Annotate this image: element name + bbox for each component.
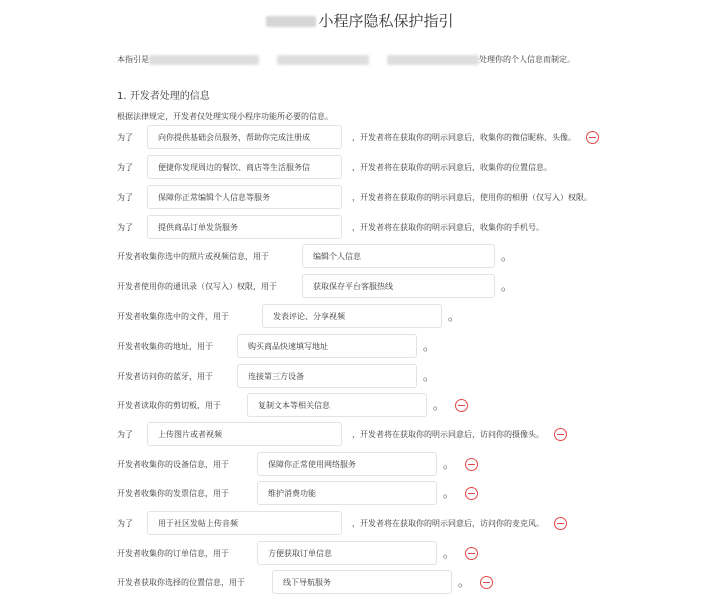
row-suffix: ，开发者将在获取你的明示同意后，访问你的摄像头。 [352,429,544,439]
purpose-row [117,364,435,388]
row-prefix: 为了 [117,222,133,232]
row-prefix: 开发者获取你选择的位置信息，用于 [117,577,245,587]
row-suffix: 。 [433,398,446,412]
purpose-row [117,334,435,358]
row-prefix: 开发者收集你的订单信息，用于 [117,548,229,558]
remove-row-icon[interactable] [586,131,599,144]
row-prefix: 为了 [117,429,133,439]
redacted-text [277,55,369,65]
row-suffix: ，开发者将在获取你的明示同意后，收集你的手机号。 [352,222,544,232]
purpose-input[interactable]: 保障你正常编辑个人信息等服务 [147,185,342,209]
page-title-text: 小程序隐私保护指引 [318,12,454,30]
purpose-input[interactable]: 维护消费功能 [257,481,437,505]
purpose-input[interactable]: 便捷你发现周边的餐饮、商店等生活服务信 [147,155,342,179]
row-prefix: 为了 [117,192,133,202]
purpose-input[interactable]: 保障你正常使用网络服务 [257,452,437,476]
redacted-text [149,55,259,65]
row-suffix: ，开发者将在获取你的明示同意后，收集你的位置信息。 [352,162,552,172]
intro-prefix: 本指引是 [117,55,149,64]
redacted-app-name [266,16,316,27]
remove-row-icon[interactable] [465,487,478,500]
row-prefix: 开发者收集你选中的照片或视频信息，用于 [117,251,269,261]
purpose-row [117,570,493,594]
purpose-input[interactable]: 编辑个人信息 [302,244,495,268]
row-suffix: ，开发者将在获取你的明示同意后，访问你的麦克风。 [352,518,544,528]
purpose-row [117,125,599,149]
row-suffix: ，开发者将在获取你的明示同意后，使用你的相册（仅写入）权限。 [352,192,592,202]
purpose-input[interactable]: 用于社区发帖上传音频 [147,511,342,535]
purpose-input[interactable]: 连接第三方设备 [237,364,417,388]
row-suffix: 。 [448,309,461,323]
purpose-row [117,274,513,298]
purpose-row [117,304,460,328]
section-heading: 1. 开发者处理的信息 [117,91,210,102]
minus-icon [458,405,465,406]
section-description: 根据法律规定，开发者仅处理实现小程序功能所必要的信息。 [117,112,333,121]
row-suffix: 。 [443,486,456,500]
purpose-input[interactable]: 方便获取订单信息 [257,541,437,565]
row-suffix: 。 [443,457,456,471]
purpose-row [117,481,478,505]
minus-icon [468,553,475,554]
purpose-row [117,215,544,239]
purpose-row [117,422,567,446]
row-prefix: 开发者收集你的地址，用于 [117,341,213,351]
remove-row-icon[interactable] [465,547,478,560]
minus-icon [483,582,490,583]
row-suffix: ，开发者将在获取你的明示同意后，收集你的微信昵称、头像。 [352,132,576,142]
purpose-input[interactable]: 提供商品订单发货服务 [147,215,342,239]
purpose-row [117,185,592,209]
remove-row-icon[interactable] [455,399,468,412]
remove-row-icon[interactable] [465,458,478,471]
minus-icon [589,137,596,138]
minus-icon [557,523,564,524]
purpose-row [117,541,478,565]
row-prefix: 为了 [117,518,133,528]
minus-icon [468,464,475,465]
intro-text [117,54,575,65]
intro-suffix: 处理你的个人信息而制定。 [479,55,575,64]
row-prefix: 为了 [117,162,133,172]
purpose-row [117,393,468,417]
page-title [0,10,720,31]
row-suffix: 。 [423,339,436,353]
row-prefix: 开发者收集你的发票信息，用于 [117,488,229,498]
purpose-input[interactable]: 发表评论、分享视频 [262,304,442,328]
purpose-input[interactable]: 向你提供基础会员服务，帮助你完成注册成 [147,125,342,149]
row-suffix: 。 [501,249,514,263]
row-prefix: 开发者使用你的通讯录（仅写入）权限，用于 [117,281,277,291]
remove-row-icon[interactable] [480,576,493,589]
minus-icon [468,493,475,494]
purpose-input[interactable]: 购买商品快速填写地址 [237,334,417,358]
row-prefix: 开发者访问你的蓝牙，用于 [117,371,213,381]
row-suffix: 。 [443,546,456,560]
redacted-text [387,55,479,65]
purpose-input[interactable]: 线下导航服务 [272,570,452,594]
row-prefix: 为了 [117,132,133,142]
purpose-row [117,452,478,476]
purpose-input[interactable]: 复制文本等相关信息 [247,393,427,417]
row-prefix: 开发者收集你选中的文件，用于 [117,311,229,321]
purpose-input[interactable]: 获取保存平台客服热线 [302,274,495,298]
purpose-row [117,244,513,268]
remove-row-icon[interactable] [554,517,567,530]
row-suffix: 。 [423,369,436,383]
row-suffix: 。 [501,279,514,293]
remove-row-icon[interactable] [554,428,567,441]
row-prefix: 开发者收集你的设备信息，用于 [117,459,229,469]
minus-icon [557,434,564,435]
purpose-row [117,511,567,535]
purpose-input[interactable]: 上传图片或者视频 [147,422,342,446]
row-prefix: 开发者读取你的剪切板，用于 [117,400,221,410]
row-suffix: 。 [458,575,471,589]
purpose-row [117,155,552,179]
